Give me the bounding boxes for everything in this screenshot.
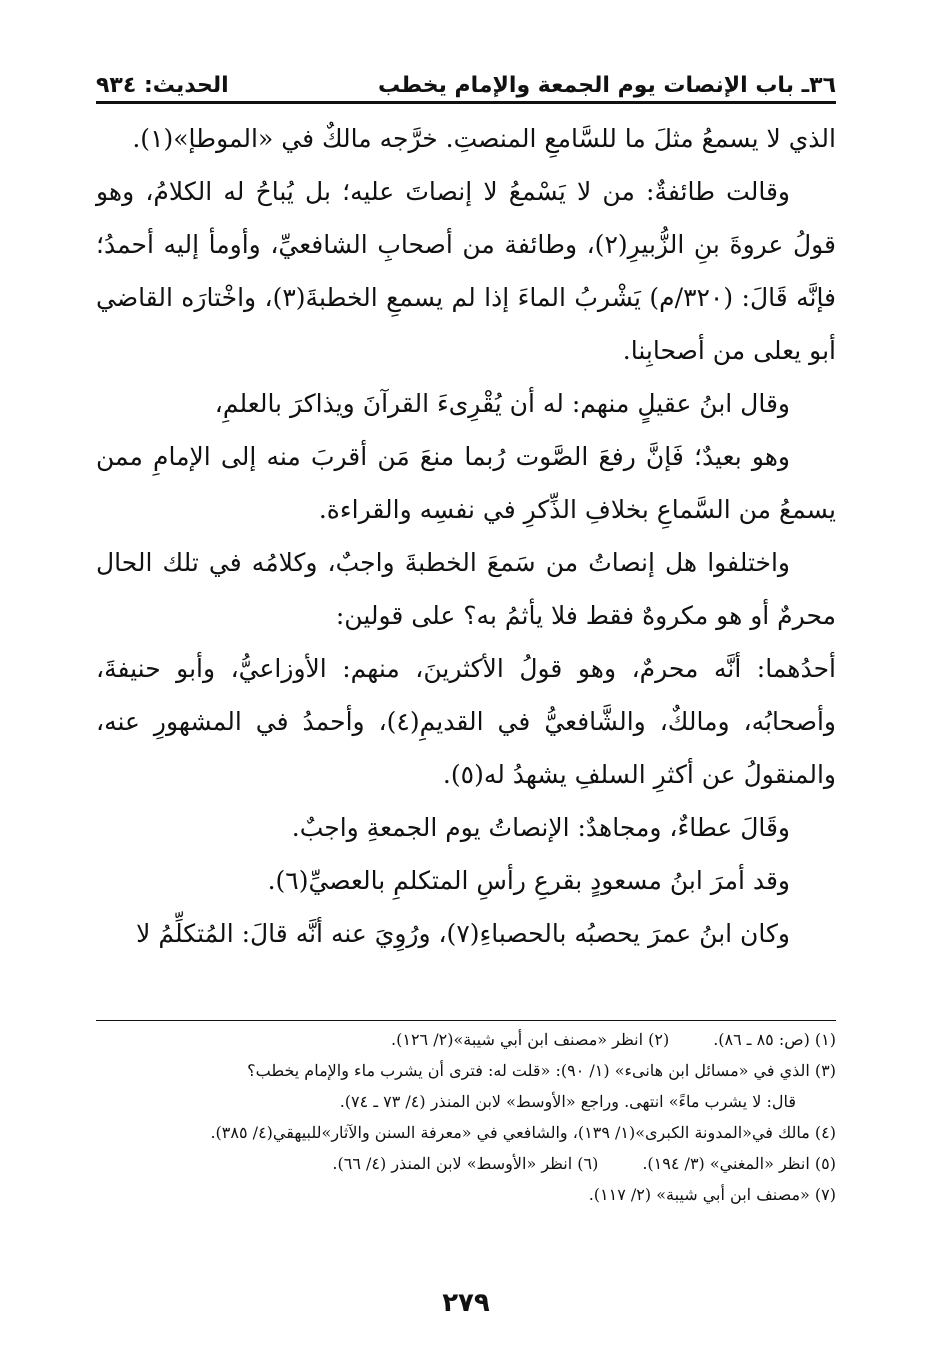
paragraph-3: وقال ابنُ عقيلٍ منهم: له أن يُقْرِىءَ القرآنَ ويذاكرَ بالعلمِ، (214, 389, 790, 418)
paragraph-6: أحدُهما: أنَّه محرمٌ، وهو قولُ الأكثرينَ، منهم: الأوزاعيُّ، وأبو حنيفةَ، وأصحابُه، ومالكٌ، والشَّافعيُّ في القديمِ(٤)، وأحمدُ في المشهورِ عنه، والمنقولُ عن أكثرِ السلفِ يشهدُ له(٥). (96, 654, 836, 789)
main-text (96, 112, 836, 960)
footnote-6: (٦) انظر «الأوسط» لابن المنذر (٤/ ٦٦). (332, 1154, 599, 1173)
footnote-3-continued: قال: لا يشرب ماءً» انتهى. وراجع «الأوسط» لابن المنذر (٤/ ٧٣ ـ ٧٤). (339, 1092, 796, 1111)
page-number: ٢٧٩ (442, 1288, 490, 1318)
footnote-7: (٧) «مصنف ابن أبي شيبة» (٢/ ١١٧). (588, 1185, 836, 1204)
paragraph-7: وقَالَ عطاءٌ، ومجاهدٌ: الإنصاتُ يوم الجمعةِ واجبٌ. (291, 813, 790, 842)
footnote-row-5-6 (96, 1148, 836, 1179)
footnote-1: (١) (ص: ٨٥ ـ ٨٦). (713, 1030, 836, 1049)
hadith-number: الحديث: ٩٣٤ (96, 73, 229, 98)
running-header (96, 58, 836, 98)
footnote-3: (٣) الذي في «مسائل ابن هانىء» (١/ ٩٠): «قلت له: فترى أن يشرب ماء والإمام يخطب؟ (247, 1061, 836, 1080)
paragraph-5: واختلفوا هل إنصاتُ من سَمعَ الخطبةَ واجبٌ، وكلامُه في تلك الحال محرمٌ أو هو مكروهٌ فقط فلا يأثمُ به؟ على قولين: (96, 548, 836, 630)
footnote-4: (٤) مالك في«المدونة الكبرى»(١/ ١٣٩)، والشافعي في «معرفة السنن والآثار»للبيهقي(٤/ ٣٨٥). (210, 1123, 836, 1142)
footnote-rule (96, 1020, 836, 1021)
footnotes (96, 1024, 836, 1210)
paragraph-8: وقد أمرَ ابنُ مسعودٍ بقرعِ رأسِ المتكلمِ بالعصيِّ(٦). (267, 866, 790, 895)
paragraph-2: وقالت طائفةٌ: من لا يَسْمعُ لا إنصاتَ عليه؛ بل يُباحُ له الكلامُ، وهو قولُ عروةَ بنِ الزُّبيرِ(٢)، وطائفة من أصحابِ الشافعيِّ، وأومأ إليه أحمدُ؛ فإنَّه قَالَ: (٣٢٠/م) يَشْربُ الماءَ إذا لم يسمعِ الخطبةَ(٣)، واخْتارَه القاضي أبو يعلى من أصحابِنا. (96, 177, 837, 365)
footnote-row-1-2 (96, 1024, 836, 1055)
footnote-5: (٥) انظر «المغني» (٣/ ١٩٤). (642, 1154, 836, 1173)
paragraph-1: الذي لا يسمعُ مثلَ ما للسَّامعِ المنصتِ. خرَّجه مالكٌ في «الموطإ»(١). (132, 124, 836, 153)
chapter-title: ٣٦ـ باب الإنصات يوم الجمعة والإمام يخطب (378, 73, 836, 98)
paragraph-9: وكان ابنُ عمرَ يحصبُه بالحصباءِ(٧)، ورُوِيَ عنه أنَّه قالَ: المُتكلِّمُ لا (136, 919, 790, 948)
paragraph-4: وهو بعيدٌ؛ فَإنَّ رفعَ الصَّوت رُبما منعَ مَن أقربَ منه إلى الإمامِ ممن يسمعُ من السَّماعِ بخلافِ الذِّكرِ في نفسِه والقراءة. (96, 442, 836, 524)
header-rule (96, 101, 836, 104)
footnote-2: (٢) انظر «مصنف ابن أبي شيبة»(٢/ ١٢٦). (391, 1030, 670, 1049)
